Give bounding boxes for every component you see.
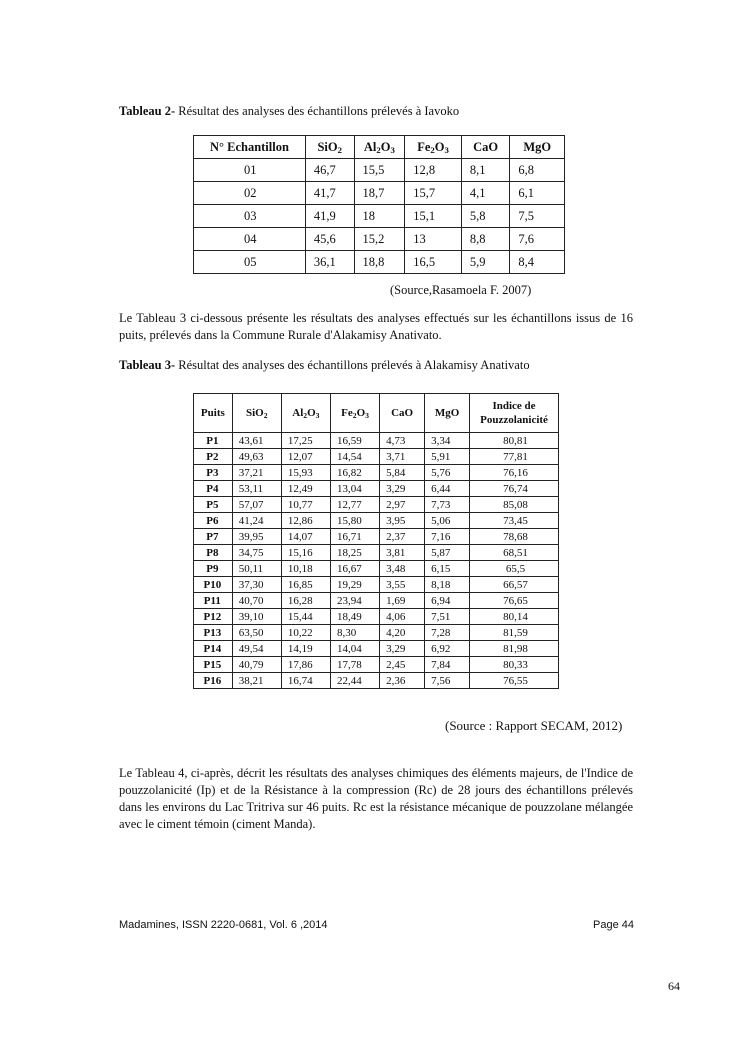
col-header-mgo: MgO xyxy=(425,394,470,433)
table-row: P3 37,21 15,93 16,82 5,84 5,76 76,16 xyxy=(194,465,559,481)
table-row: P11 40,70 16,28 23,94 1,69 6,94 76,65 xyxy=(194,593,559,609)
footer-journal: Madamines, ISSN 2220-0681, Vol. 6 ,2014 xyxy=(119,919,328,931)
col-header-indice-pouzzolanicite: Indice de Pouzzolanicité xyxy=(470,394,559,433)
table-row: P2 49,63 12,07 14,54 3,71 5,91 77,81 xyxy=(194,449,559,465)
col-header-fe2o3: $Fe_2O_3$ xyxy=(330,394,379,433)
col-header-al2o3: $Al_2O_3$ xyxy=(354,136,405,159)
footer-page: Page 44 xyxy=(593,919,634,931)
col-header-echantillon: N° Echantillon xyxy=(194,136,306,159)
table-row: 05 36,1 18,8 16,5 5,9 8,4 xyxy=(194,251,565,274)
table-row: P16 38,21 16,74 22,44 2,36 7,56 76,55 xyxy=(194,673,559,689)
col-header-mgo: MgO xyxy=(510,136,565,159)
table2 xyxy=(193,135,565,274)
table-row: P12 39,10 15,44 18,49 4,06 7,51 80,14 xyxy=(194,609,559,625)
col-header-sio2: SiO$_2$ xyxy=(232,394,281,433)
col-header-al2o3: $Al_2O_3$ xyxy=(281,394,330,433)
table-row: 04 45,6 15,2 13 8,8 7,6 xyxy=(194,228,565,251)
table-row: P1 43,61 17,25 16,59 4,73 3,34 80,81 xyxy=(194,433,559,449)
table2-caption: Tableau 2- Résultat des analyses des échantillons prélevés à Iavoko xyxy=(119,104,460,118)
table-row: P4 53,11 12,49 13,04 3,29 6,44 76,74 xyxy=(194,481,559,497)
table-row: P9 50,11 10,18 16,67 3,48 6,15 65,5 xyxy=(194,561,559,577)
table-row: 03 41,9 18 15,1 5,8 7,5 xyxy=(194,205,565,228)
col-header-sio2: SiO$_2$ xyxy=(305,136,354,159)
table-row: P14 49,54 14,19 14,04 3,29 6,92 81,98 xyxy=(194,641,559,657)
table-row: P15 40,79 17,86 17,78 2,45 7,84 80,33 xyxy=(194,657,559,673)
table-row: P5 57,07 10,77 12,77 2,97 7,73 85,08 xyxy=(194,497,559,513)
table-row: 02 41,7 18,7 15,7 4,1 6,1 xyxy=(194,182,565,205)
table3-header-row xyxy=(194,394,559,433)
table2-header-row xyxy=(194,136,565,159)
table3-source: (Source : Rapport SECAM, 2012) xyxy=(445,718,623,733)
col-header-cao: CaO xyxy=(461,136,510,159)
paragraph-intro-table3: Le Tableau 3 ci-dessous présente les résultats des analyses effectués sur les échantillons issus de 16 puits, prélevés dans la Commune Rurale d'Alakamisy Anativato. xyxy=(119,311,633,342)
table-row: P7 39,95 14,07 16,71 2,37 7,16 78,68 xyxy=(194,529,559,545)
col-header-puits: Puits xyxy=(194,394,233,433)
col-header-fe2o3: $Fe_2O_3$ xyxy=(405,136,462,159)
table3 xyxy=(193,393,559,689)
paragraph-intro-table4: Le Tableau 4, ci-après, décrit les résultats des analyses chimiques des éléments majeurs, de l'Indice de pouzzolanicité (Ip) et de la Résistance à la compression (Rc) de 28 jours des échantillons prélevés dans les environs du Lac Tritriva sur 46 puits. Rc est la résistance mécanique de pouzzolane mélangée avec le ciment témoin (ciment Manda). xyxy=(119,766,633,831)
table2-source: (Source,Rasamoela F. 2007) xyxy=(390,283,532,297)
table-row: P8 34,75 15,16 18,25 3,81 5,87 68,51 xyxy=(194,545,559,561)
col-header-cao: CaO xyxy=(380,394,425,433)
page-number: 64 xyxy=(668,979,680,993)
table3-caption: Tableau 3- Résultat des analyses des échantillons prélevés à Alakamisy Anativato xyxy=(119,358,530,372)
table-row: 01 46,7 15,5 12,8 8,1 6,8 xyxy=(194,159,565,182)
table-row: P10 37,30 16,85 19,29 3,55 8,18 66,57 xyxy=(194,577,559,593)
table-row: P6 41,24 12,86 15,80 3,95 5,06 73,45 xyxy=(194,513,559,529)
table-row: P13 63,50 10,22 8,30 4,20 7,28 81,59 xyxy=(194,625,559,641)
